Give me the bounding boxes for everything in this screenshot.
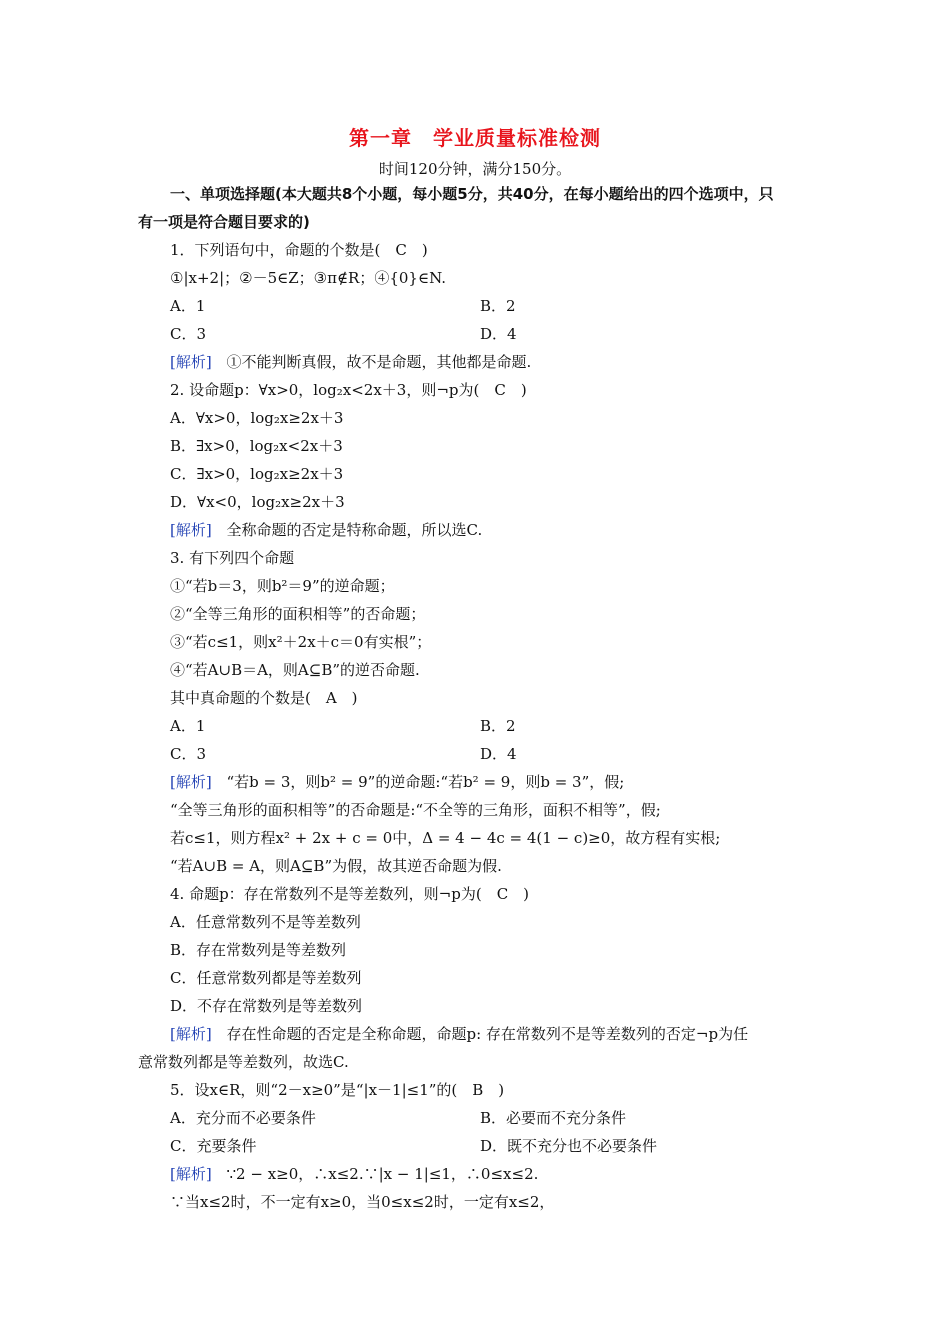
q3-item-3: ③“若c≤1，则x²＋2x＋c＝0有实根”； [170,633,432,651]
q5-option-c: C．充要条件 [170,1137,257,1155]
q1-option-d: D．4 [480,325,517,343]
q1-option-a: A．1 [170,297,206,315]
analysis-text: “若b = 3，则b² = 9”的逆命题:“若b² = 9，则b = 3”，假; [226,773,625,791]
q2-option-b: B．∃x>0，log₂x<2x＋3 [170,437,343,455]
q2-stem: 2. 设命题p：∀x>0，log₂x<2x＋3，则¬p为( C ) [170,381,527,399]
q3-option-a: A．1 [170,717,206,735]
q5-analysis-2: ∵当x≤2时，不一定有x≥0，当0≤x≤2时，一定有x≤2， [170,1193,555,1211]
analysis-tag: [解析] [170,773,212,791]
q3-option-d: D．4 [480,745,517,763]
q5-option-b: B．必要而不充分条件 [480,1109,627,1127]
analysis-tag: [解析] [170,353,212,371]
q5-option-a: A．充分而不必要条件 [170,1109,316,1127]
analysis-tag: [解析] [170,1165,212,1183]
q4-analysis-1 [170,1024,758,1044]
q2-option-a: A．∀x>0，log₂x≥2x＋3 [170,409,344,427]
q4-stem: 4. 命题p：存在常数列不是等差数列，则¬p为( C ) [170,885,530,903]
q1-analysis [170,352,541,372]
q4-option-a: A．任意常数列不是等差数列 [170,913,361,931]
q3-analysis-3: 若c≤1，则方程x² + 2x + c = 0中，Δ = 4 − 4c = 4(1 − c)≥0，故方程有实根; [170,829,721,847]
q3-analysis-4: “若A∪B = A，则A⊆B”为假，故其逆否命题为假. [170,857,502,875]
q1-option-c: C．3 [170,325,207,343]
q2-option-d: D．∀x<0，log₂x≥2x＋3 [170,493,345,511]
q3-item-1: ①“若b＝3，则b²＝9”的逆命题； [170,577,395,595]
q1-items: ①|x+2|；②－5∈Z；③π∉R；④{0}∈N. [170,269,447,287]
q3-stem: 3. 有下列四个命题 [170,549,295,567]
q4-option-b: B．存在常数列是等差数列 [170,941,347,959]
page-title: 第一章 学业质量标准检测 [349,126,601,150]
q3-option-b: B．2 [480,717,516,735]
q1-stem: 1．下列语句中，命题的个数是( C ) [170,241,428,259]
q5-analysis-1 [170,1164,548,1184]
q2-analysis [170,520,492,540]
q3-analysis-2: “全等三角形的面积相等”的否命题是:“不全等的三角形，面积不相等”，假; [170,801,661,819]
q5-option-d: D．既不充分也不必要条件 [480,1137,658,1155]
section-heading-line2: 有一项是符合题目要求的) [138,213,310,231]
analysis-text: 存在性命题的否定是全称命题，命题p: 存在常数列不是等差数列的否定¬p为任 [226,1025,749,1043]
q4-option-d: D．不存在常数列是等差数列 [170,997,363,1015]
analysis-text: 全称命题的否定是特称命题，所以选C. [226,521,483,539]
q4-analysis-2: 意常数列都是等差数列，故选C. [138,1053,349,1071]
q3-question: 其中真命题的个数是( A ) [170,689,358,707]
q3-option-c: C．3 [170,745,207,763]
q2-option-c: C．∃x>0，log₂x≥2x＋3 [170,465,344,483]
q3-item-2: ②“全等三角形的面积相等”的否命题； [170,605,426,623]
analysis-tag: [解析] [170,1025,212,1043]
q5-stem: 5．设x∈R，则“2－x≥0”是“|x－1|≤1”的( B ) [170,1081,505,1099]
q3-item-4: ④“若A∪B＝A，则A⊆B”的逆否命题. [170,661,420,679]
exam-info: 时间120分钟，满分150分。 [378,160,572,178]
q1-option-b: B．2 [480,297,516,315]
section-heading-line1: 一、单项选择题(本大题共8个小题，每小题5分，共40分，在每小题给出的四个选项中，只 [170,185,774,203]
analysis-text: ①不能判断真假，故不是命题，其他都是命题. [226,353,532,371]
q3-analysis-1 [170,772,634,792]
q4-option-c: C．任意常数列都是等差数列 [170,969,362,987]
analysis-text: ∵2 − x≥0，∴x≤2.∵|x − 1|≤1，∴0≤x≤2. [226,1165,539,1183]
analysis-tag: [解析] [170,521,212,539]
